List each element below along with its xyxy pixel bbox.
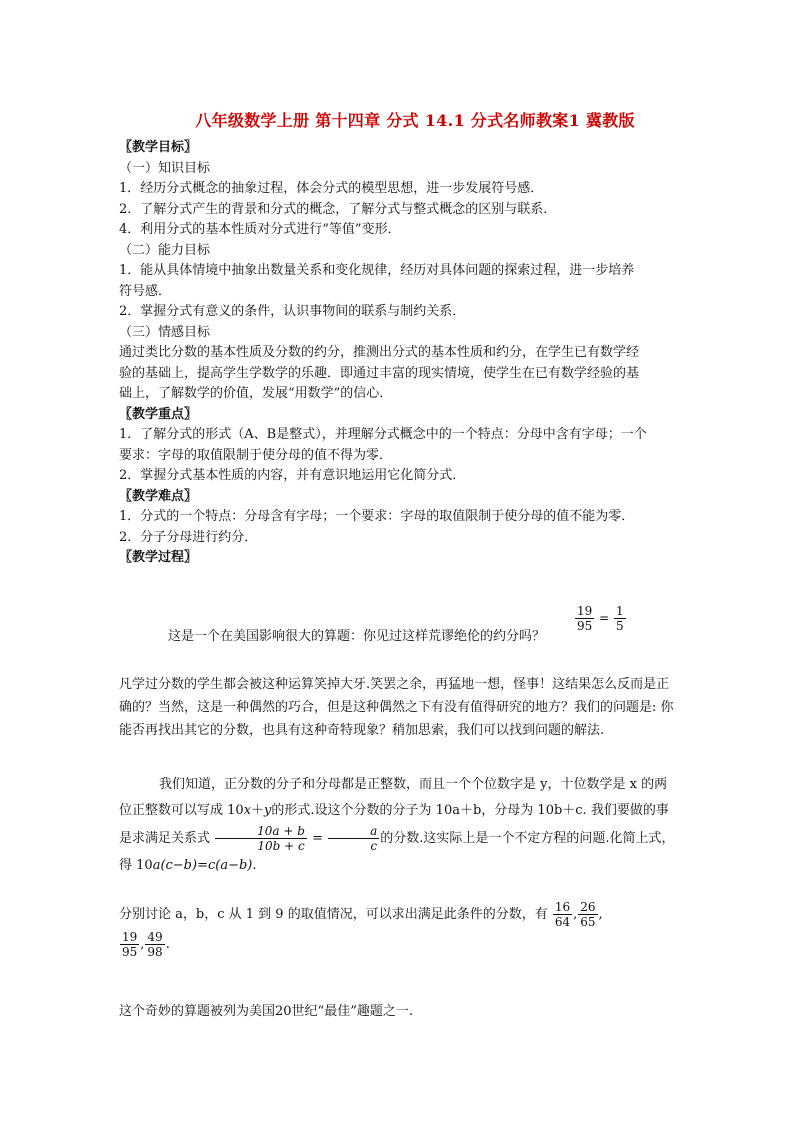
goal3-line-b: 验的基础上，提高学生学数学的乐趣．即通过丰富的现实情境，使学生在已有数学经验的基 bbox=[119, 365, 640, 381]
difficulty-item1: 1．分式的一个特点：分母含有字母；一个要求：字母的取值限制于使分母的值不能为零． bbox=[119, 509, 635, 524]
intro-text: 这是一个在美国影响很大的算题：你见过这样荒谬绝伦的约分吗？ bbox=[168, 629, 546, 644]
fraction-16-64: $\frac{16}{64}$ bbox=[554, 900, 571, 929]
difficulty-item2: 2．分子分母进行约分． bbox=[119, 529, 258, 545]
fraction-10a+b-over-10b+c: $\frac{10a + b}{10b + c}$ bbox=[215, 824, 307, 853]
paragraph-derivation: 我们知道，正分数的分子和分母都是正整数，而且一个个位数字是 y，十位数学是 x 的两位正整数可以写成 10x＋y的形式.设这个分数的分子为 10a＋b，分母为 10b＋c. 我们要做的事是求满足关系式 $\frac{10a + b}{10b + c}$ = $\frac{a}{c}$ 的分数.这实际上是一个不定方程的问题.化简上式，得 10a(c−b)=c(a−b). bbox=[119, 777, 675, 873]
teaching-plan-outline bbox=[119, 138, 679, 569]
fraction-1-5: $\frac{1}{5}$ bbox=[616, 604, 624, 633]
goal1-heading: （一）知识目标 bbox=[119, 160, 211, 176]
heading-teaching-process: 〖教学过程〗 bbox=[119, 550, 198, 565]
heading-key-points: 〖教学重点〗 bbox=[119, 406, 198, 422]
fraction-49-98: $\frac{49}{98}$ bbox=[147, 930, 163, 959]
goal1-item3: 4．利用分式的基本性质对分式进行“等值”变形． bbox=[119, 222, 401, 237]
goal2-heading: （二）能力目标 bbox=[119, 242, 211, 258]
paragraph-best-puzzle: 这个奇妙的算题被列为美国20世纪“最佳”趣题之一. bbox=[119, 1004, 413, 1019]
goal3-heading: （三）情感目标 bbox=[119, 324, 211, 340]
goal2-item1a: 1．能从具体情境中抽象出数量关系和变化规律，经历对具体问题的探索过程，进一步培养 bbox=[119, 263, 635, 278]
paragraph-surprise: 凡学过分数的学生都会被这种运算笑掉大牙.笑罢之余，再猛地一想，怪事！这结果怎么反而是正确的？当然，这是一种偶然的巧合，但是这种偶然之下有没有值得研究的地方？我们的问题是: 你能否再找出其它的分数，也具有这种奇特现象？稍加思索，我们可以找到问题的解法. bbox=[119, 677, 674, 738]
goal3-line-c: 础上，了解数学的价值，发展“用数学”的信心． bbox=[119, 386, 393, 401]
goal2-item2: 2．掌握分式有意义的条件，认识事物间的联系与制约关系． bbox=[119, 304, 466, 319]
intro-fraction-equation: $\frac{19}{95}$ = $\frac{1}{5}$ bbox=[577, 604, 624, 633]
fraction-26-65: $\frac{26}{65}$ bbox=[580, 900, 596, 929]
fraction-a-over-c: $\frac{a}{c}$ bbox=[328, 824, 379, 853]
key-item1a: 1．了解分式的形式（A、B是整式），并理解分式概念中的一个特点：分母中含有字母；一个 bbox=[119, 427, 647, 442]
intro-problem bbox=[119, 600, 679, 650]
heading-difficulties: 〖教学难点〗 bbox=[119, 488, 198, 504]
fraction-19-95: $\frac{19}{95}$ bbox=[577, 604, 593, 633]
key-item1b: 要求：字母的取值限制于使分母的值不得为零． bbox=[119, 447, 393, 463]
heading-teaching-goals: 〖教学目标〗 bbox=[119, 140, 198, 155]
document-title: 八年级数学上册 第十四章 分式 14.1 分式名师教案1 冀教版 bbox=[195, 111, 635, 130]
goal3-line-a: 通过类比分数的基本性质及分数的约分，推测出分式的基本性质和约分，在学生已有数学经 bbox=[119, 345, 640, 360]
goal1-item1: 1．经历分式概念的抽象过程，体会分式的模型思想，进一步发展符号感． bbox=[119, 181, 544, 196]
goal2-item1b: 符号感． bbox=[119, 283, 172, 299]
paragraph-solutions: 分别讨论 a，b，c 从 1 到 9 的取值情况，可以求出满足此条件的分数，有 $\frac{16}{64}$ , $\frac{26}{65}$ , $\frac{19}{95}$ , $\frac{49}{98}$ . bbox=[119, 900, 603, 959]
fraction-19-95-solution: $\frac{19}{95}$ bbox=[122, 930, 138, 959]
goal1-item2: 2．了解分式产生的背景和分式的概念，了解分式与整式概念的区别与联系． bbox=[119, 201, 557, 217]
key-item2: 2．掌握分式基本性质的内容，并有意识地运用它化简分式． bbox=[119, 468, 466, 483]
